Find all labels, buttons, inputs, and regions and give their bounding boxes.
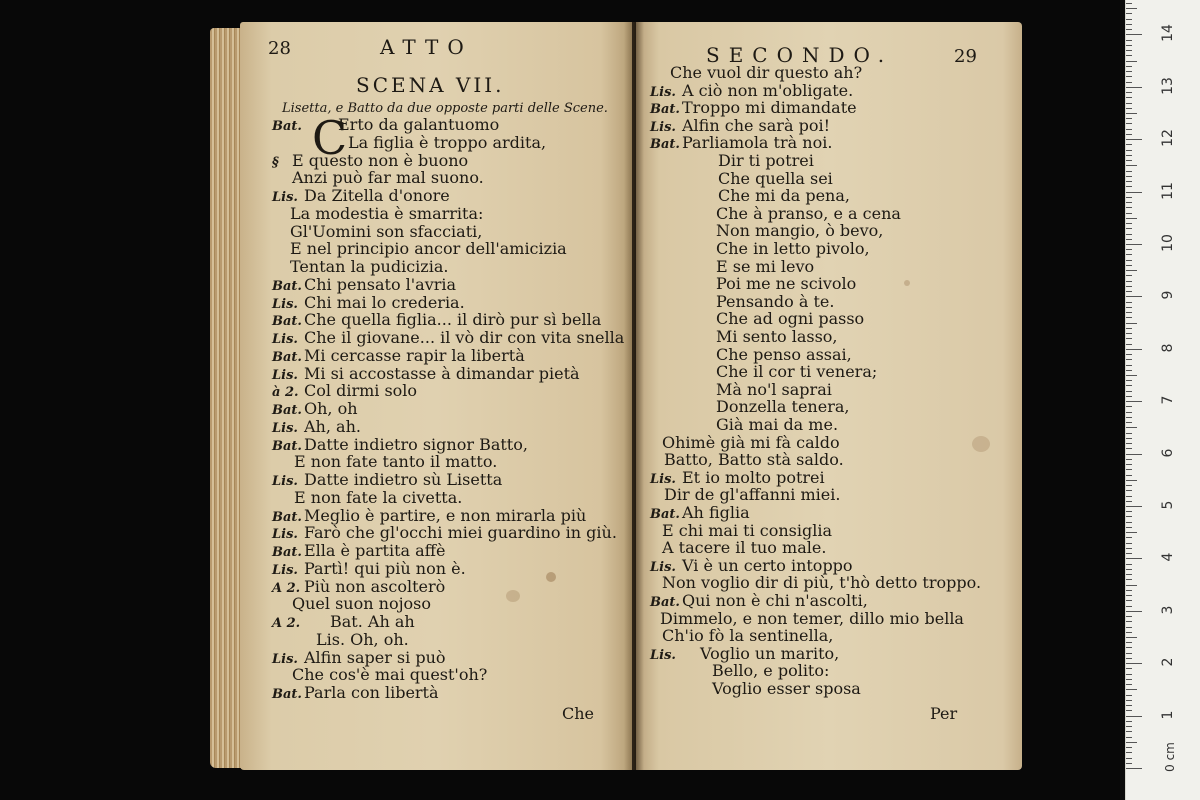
ruler-tick <box>1126 422 1132 423</box>
ruler-tick <box>1126 758 1132 759</box>
left-page-number: 28 <box>268 38 291 59</box>
ruler-tick <box>1126 97 1132 98</box>
ruler-tick <box>1126 181 1132 182</box>
ruler-tick <box>1126 160 1132 161</box>
verse-line: E non fate tanto il matto. <box>294 452 498 472</box>
ruler-tick <box>1126 13 1132 14</box>
verse-line: Col dirmi solo <box>304 381 418 401</box>
ruler-tick <box>1126 558 1142 559</box>
verse-line: Pensando à te. <box>716 291 835 311</box>
ruler-tick <box>1126 50 1132 51</box>
verse-line: Che il giovane... il vò dir con vita snella <box>304 328 625 347</box>
ruler-tick <box>1126 501 1132 502</box>
ruler-tick <box>1126 123 1132 124</box>
foxing-stain <box>546 572 556 582</box>
ruler-tick <box>1126 312 1132 313</box>
foxing-stain <box>972 436 990 452</box>
ruler-tick <box>1126 768 1142 769</box>
ruler-tick <box>1126 139 1142 140</box>
ruler-tick <box>1126 742 1137 743</box>
ruler-number: 6 <box>1160 448 1176 458</box>
verse-line: Da Zitella d'onore <box>304 186 450 205</box>
ruler-number: 11 <box>1160 181 1176 200</box>
ruler-tick <box>1126 254 1132 255</box>
speaker-label: Lis. <box>272 527 298 543</box>
speaker-label: Bat. <box>650 595 680 610</box>
ruler-tick <box>1126 61 1137 62</box>
ruler-tick <box>1126 165 1137 166</box>
verse-line: Meglio è partire, e non mirarla più <box>304 505 587 525</box>
ruler-tick <box>1126 700 1132 701</box>
speaker-label: Lis. <box>272 420 298 436</box>
ruler-number: 13 <box>1160 76 1176 95</box>
ruler-tick <box>1126 621 1132 622</box>
drop-cap: C <box>312 111 348 165</box>
ruler-tick <box>1126 3 1132 4</box>
ruler-tick <box>1126 448 1132 449</box>
ruler-tick <box>1126 737 1132 738</box>
speaker-label: Bat. <box>650 102 680 118</box>
verse-line: Mi cercasse rapir la libertà <box>304 345 525 365</box>
ruler-tick <box>1126 632 1132 633</box>
verse-line: Quel suon nojoso <box>292 594 432 614</box>
ruler-number: 4 <box>1160 552 1176 562</box>
verse-line: E nel principio ancor dell'amicizia <box>290 239 567 259</box>
ruler-tick <box>1126 527 1132 528</box>
ruler-tick <box>1126 275 1132 276</box>
speaker-label: Bat. <box>272 687 302 702</box>
ruler-tick <box>1126 401 1142 402</box>
ruler-tick <box>1126 45 1132 46</box>
ruler-tick <box>1126 213 1132 214</box>
speaker-label: Lis. <box>272 367 298 383</box>
ruler-tick <box>1126 705 1132 706</box>
verse-line: Che vuol dir questo ah? <box>670 63 863 82</box>
verse-line: Già mai da me. <box>716 415 839 434</box>
ruler-tick <box>1126 76 1132 77</box>
verse-line: Batto, Batto stà saldo. <box>664 450 844 470</box>
ruler-tick <box>1126 642 1132 643</box>
ruler-tick <box>1126 171 1132 172</box>
right-running-head: SECONDO. <box>706 43 894 67</box>
speaker-label: Lis. <box>650 471 676 487</box>
verse-line: Che quella sei <box>718 168 833 188</box>
right-page-number: 29 <box>954 46 977 67</box>
ruler-tick <box>1126 679 1132 680</box>
ruler-tick <box>1126 485 1132 486</box>
ruler-tick <box>1126 103 1132 104</box>
ruler-tick <box>1126 454 1142 455</box>
verse-line: Che ad ogni passo <box>716 309 865 329</box>
ruler-tick <box>1126 317 1132 318</box>
ruler-tick <box>1126 92 1132 93</box>
ruler-tick <box>1126 385 1132 386</box>
ruler-tick <box>1126 228 1132 229</box>
ruler-unit-label: 0 cm <box>1163 742 1177 772</box>
ruler-tick <box>1126 192 1142 193</box>
verse-line: Oh, oh <box>304 399 358 418</box>
verse-line: Voglio esser sposa <box>712 679 861 698</box>
verse-line: Gl'Uomini son sfacciati, <box>290 221 483 241</box>
ruler-tick <box>1126 459 1132 460</box>
ruler-tick <box>1126 763 1132 764</box>
ruler-tick <box>1126 365 1132 366</box>
ruler-tick <box>1126 359 1132 360</box>
ruler-tick <box>1126 668 1132 669</box>
verse-line: Mà no'l saprai <box>716 379 832 399</box>
ruler-tick <box>1126 490 1132 491</box>
verse-line: E se mi levo <box>716 256 815 276</box>
speaker-label: § <box>272 154 279 170</box>
verse-line: Che à pranso, e a cena <box>716 203 901 223</box>
ruler-tick <box>1126 223 1132 224</box>
verse-line: Che il cor ti venera; <box>716 362 878 382</box>
ruler-tick <box>1126 600 1132 601</box>
verse-line: Dimmelo, e non temer, dillo mio bella <box>660 608 964 628</box>
ruler-tick <box>1126 627 1132 628</box>
verse-line: Poi me ne scivolo <box>716 274 857 294</box>
ruler-tick <box>1126 674 1132 675</box>
ruler-tick <box>1126 40 1132 41</box>
verse-line: La figlia è troppo ardita, <box>348 132 547 152</box>
ruler-tick <box>1126 55 1132 56</box>
ruler-tick <box>1126 475 1132 476</box>
verse-line: Anzi può far mal suono. <box>292 168 484 188</box>
speaker-label: A 2. <box>272 580 301 596</box>
ruler-tick <box>1126 118 1132 119</box>
verse-line: Qui non è chi n'ascolti, <box>682 591 868 610</box>
ruler-tick <box>1126 585 1137 586</box>
verse-line: Mi sento lasso, <box>716 327 838 346</box>
ruler-tick <box>1126 19 1132 20</box>
verse-line: Ch'io fò la sentinella, <box>662 626 834 646</box>
ruler-tick <box>1126 108 1132 109</box>
ruler-tick <box>1126 370 1132 371</box>
verse-line: A ciò non m'obligate. <box>682 80 854 100</box>
ruler-tick <box>1126 684 1132 685</box>
ruler-number: 9 <box>1160 290 1176 300</box>
verse-line: A tacere il tuo male. <box>662 538 827 558</box>
ruler-tick <box>1126 323 1137 324</box>
verse-line: Partì! qui più non è. <box>304 558 466 578</box>
verse-line: Ah figlia <box>682 503 750 522</box>
ruler-tick <box>1126 375 1137 376</box>
ruler-tick <box>1126 663 1142 664</box>
ruler-tick <box>1126 710 1132 711</box>
ruler-tick <box>1126 579 1132 580</box>
verse-line: Che in letto pivolo, <box>716 239 870 258</box>
ruler-tick <box>1126 281 1132 282</box>
ruler-tick <box>1126 590 1132 591</box>
ruler-number: 10 <box>1160 234 1176 252</box>
verse-line: Che mi da pena, <box>718 186 850 206</box>
verse-line: Più non ascolterò <box>304 576 446 596</box>
ruler-tick <box>1126 443 1132 444</box>
speaker-label: Lis. <box>272 190 298 205</box>
ruler-tick <box>1126 197 1132 198</box>
verse-line: Bello, e polito: <box>712 661 830 681</box>
ruler-tick <box>1126 658 1132 659</box>
ruler-tick <box>1126 302 1132 303</box>
ruler-tick <box>1126 653 1132 654</box>
ruler-tick <box>1126 464 1132 465</box>
ruler-tick <box>1126 695 1132 696</box>
speaker-label: Bat. <box>650 137 680 153</box>
verse-line: Dir ti potrei <box>718 151 814 170</box>
ruler-tick <box>1126 637 1137 638</box>
ruler-tick <box>1126 29 1132 30</box>
ruler-number: 2 <box>1160 657 1176 667</box>
speaker-label: Lis. <box>650 647 676 663</box>
ruler-tick <box>1126 296 1142 297</box>
ruler-tick <box>1126 427 1137 428</box>
ruler-tick <box>1126 511 1132 512</box>
measurement-ruler <box>1125 0 1200 800</box>
ruler-tick <box>1126 239 1132 240</box>
ruler-tick <box>1126 391 1132 392</box>
ruler-tick <box>1126 522 1132 523</box>
ruler-tick <box>1126 328 1132 329</box>
ruler-tick <box>1126 134 1132 135</box>
ruler-tick <box>1126 569 1132 570</box>
ruler-tick <box>1126 537 1132 538</box>
speaker-label: A 2. <box>272 616 301 631</box>
ruler-tick <box>1126 291 1132 292</box>
ruler-tick <box>1126 349 1142 350</box>
speaker-label: Lis. <box>272 332 298 347</box>
ruler-tick <box>1126 380 1132 381</box>
verse-line: E non fate la civetta. <box>294 487 463 507</box>
ruler-tick <box>1126 344 1132 345</box>
verse-line: Vi è un certo intoppo <box>682 555 853 575</box>
speaker-label: Bat. <box>650 507 680 522</box>
ruler-number: 3 <box>1160 605 1176 615</box>
ruler-tick <box>1126 144 1132 145</box>
speaker-label: Bat. <box>272 509 302 525</box>
ruler-tick <box>1126 207 1132 208</box>
verse-line: Bat. Ah ah <box>330 612 415 631</box>
verse-line: Datte indietro signor Batto, <box>304 434 528 454</box>
ruler-tick <box>1126 150 1132 151</box>
left-catchword: Che <box>562 704 595 723</box>
ruler-tick <box>1126 438 1132 439</box>
speaker-label: Bat. <box>272 403 302 418</box>
ruler-number: 14 <box>1160 24 1176 43</box>
ruler-number: 7 <box>1160 395 1176 405</box>
ruler-tick <box>1126 747 1132 748</box>
ruler-tick <box>1126 186 1132 187</box>
verse-line: Ella è partita affè <box>304 541 446 560</box>
ruler-tick <box>1126 417 1132 418</box>
speaker-label: Lis. <box>650 119 676 135</box>
verse-line: Donzella tenera, <box>716 397 850 417</box>
ruler-tick <box>1126 606 1132 607</box>
ruler-tick <box>1126 716 1142 717</box>
verse-line: Voglio un marito, <box>700 643 840 663</box>
ruler-tick <box>1126 396 1132 397</box>
verse-line: Et io molto potrei <box>682 467 825 487</box>
speaker-label: à 2. <box>272 385 299 401</box>
speaker-label: Lis. <box>272 651 298 667</box>
speaker-label: Bat. <box>272 314 302 330</box>
ruler-tick <box>1126 496 1132 497</box>
verse-line: Tentan la pudicizia. <box>290 257 449 276</box>
ruler-tick <box>1126 553 1132 554</box>
ruler-tick <box>1126 249 1132 250</box>
speaker-label: Bat. <box>272 278 302 294</box>
verse-line: Che penso assai, <box>716 344 852 364</box>
ruler-tick <box>1126 82 1132 83</box>
ruler-tick <box>1126 34 1142 35</box>
verse-line: Alfin saper si può <box>304 647 446 667</box>
speaker-label: Bat. <box>272 349 302 365</box>
verse-line: Ohimè già mi fà caldo <box>662 432 840 452</box>
ruler-tick <box>1126 506 1142 507</box>
speaker-label: Bat. <box>272 119 302 134</box>
ruler-tick <box>1126 412 1132 413</box>
verse-line: Ah, ah. <box>304 416 361 436</box>
verse-line: Chi pensato l'avria <box>304 274 457 294</box>
ruler-number: 1 <box>1160 710 1176 720</box>
verse-line: Erto da galantuomo <box>338 115 500 134</box>
book-gutter <box>624 22 644 770</box>
ruler-tick <box>1126 8 1137 9</box>
ruler-tick <box>1126 721 1132 722</box>
verse-line: Parla con libertà <box>304 683 439 702</box>
ruler-tick <box>1126 354 1132 355</box>
verse-line: E questo non è buono <box>292 150 469 170</box>
verse-line: Datte indietro sù Lisetta <box>304 470 503 489</box>
ruler-tick <box>1126 176 1132 177</box>
verse-line: Parliamola trà noi. <box>682 133 833 153</box>
ruler-number: 8 <box>1160 343 1176 353</box>
ruler-tick <box>1126 731 1132 732</box>
ruler-tick <box>1126 24 1132 25</box>
foxing-stain <box>904 280 910 286</box>
ruler-tick <box>1126 71 1132 72</box>
ruler-tick <box>1126 155 1132 156</box>
ruler-tick <box>1126 726 1132 727</box>
ruler-tick <box>1126 480 1137 481</box>
ruler-tick <box>1126 548 1132 549</box>
speaker-label: Lis. <box>272 562 298 578</box>
left-running-head: ATTO <box>380 35 473 59</box>
verse-line: Troppo mi dimandate <box>682 98 857 118</box>
verse-line: Non voglio dir di più, t'hò detto troppo. <box>662 573 982 593</box>
verse-line: Farò che gl'occhi miei guardino in giù. <box>304 523 617 543</box>
verse-line: Che cos'è mai quest'oh? <box>292 665 488 685</box>
ruler-tick <box>1126 647 1132 648</box>
speaker-label: Lis. <box>272 296 298 312</box>
ruler-number: 5 <box>1160 500 1176 510</box>
ruler-tick <box>1126 532 1137 533</box>
ruler-tick <box>1126 595 1132 596</box>
ruler-tick <box>1126 265 1132 266</box>
ruler-tick <box>1126 406 1132 407</box>
ruler-tick <box>1126 616 1132 617</box>
verse-line: E chi mai ti consiglia <box>662 520 833 540</box>
ruler-tick <box>1126 689 1137 690</box>
scene-title: SCENA VII. <box>356 73 505 97</box>
verse-line: Mi si accostasse à dimandar pietà <box>304 363 580 383</box>
ruler-tick <box>1126 113 1137 114</box>
verse-line: Chi mai lo crederia. <box>304 292 465 312</box>
dramatis-personae: Lisetta, e Batto da due opposte parti delle Scene. <box>282 101 608 116</box>
ruler-tick <box>1126 574 1132 575</box>
ruler-tick <box>1126 752 1132 753</box>
verse-line: Dir de gl'affanni miei. <box>664 485 841 505</box>
speaker-label: Bat. <box>272 545 302 560</box>
right-catchword: Per <box>930 704 958 723</box>
ruler-tick <box>1126 260 1132 261</box>
ruler-tick <box>1126 307 1132 308</box>
ruler-tick <box>1126 338 1132 339</box>
ruler-tick <box>1126 611 1142 612</box>
verse-line: Non mangio, ò bevo, <box>716 221 884 241</box>
ruler-tick <box>1126 543 1132 544</box>
ruler-tick <box>1126 270 1137 271</box>
verse-line: La modestia è smarrita: <box>290 203 484 223</box>
ruler-tick <box>1126 469 1132 470</box>
ruler-tick <box>1126 433 1132 434</box>
ruler-tick <box>1126 333 1132 334</box>
speaker-label: Bat. <box>272 438 302 454</box>
speaker-label: Lis. <box>650 559 676 575</box>
verse-line: Alfin che sarà poi! <box>682 115 830 135</box>
ruler-tick <box>1126 87 1142 88</box>
ruler-tick <box>1126 564 1132 565</box>
ruler-tick <box>1126 234 1132 235</box>
verse-line: Che quella figlia... il dirò pur sì bella <box>304 310 602 330</box>
ruler-tick <box>1126 218 1137 219</box>
ruler-number: 12 <box>1160 129 1176 148</box>
speaker-label: Lis. <box>272 474 298 489</box>
ruler-tick <box>1126 516 1132 517</box>
ruler-tick <box>1126 129 1132 130</box>
ruler-tick <box>1126 244 1142 245</box>
speaker-label: Lis. <box>650 84 676 100</box>
ruler-tick <box>1126 66 1132 67</box>
foxing-stain <box>506 590 520 602</box>
ruler-tick <box>1126 202 1132 203</box>
ruler-tick <box>1126 286 1132 287</box>
verse-line: Lis. Oh, oh. <box>316 629 409 649</box>
